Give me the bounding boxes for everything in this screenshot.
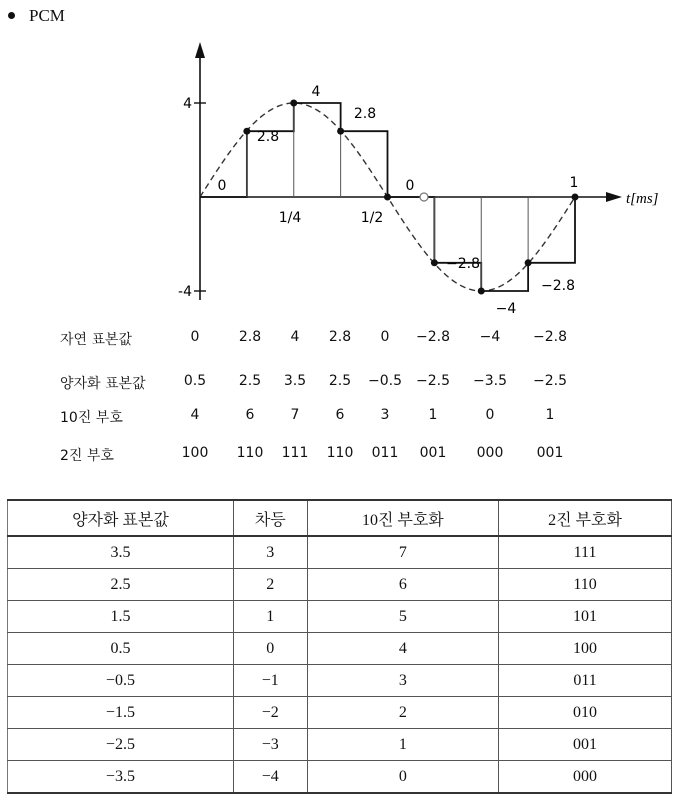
cell-difference: −4 xyxy=(233,761,307,794)
sample-row-value: −0.5 xyxy=(368,373,402,389)
sample-value-label: 0 xyxy=(217,178,227,194)
sample-point xyxy=(572,194,579,201)
cell-decimal-code: 7 xyxy=(307,536,498,569)
cell-difference: 1 xyxy=(233,601,307,633)
sample-row-value: 1 xyxy=(428,407,438,423)
sample-point xyxy=(525,259,532,266)
table-row xyxy=(8,536,672,569)
sample-value-label: 4 xyxy=(311,84,321,100)
sample-row-value: 100 xyxy=(181,445,209,461)
cell-difference: 2 xyxy=(233,569,307,601)
sample-row-value: 0 xyxy=(485,407,495,423)
sample-point xyxy=(243,128,250,135)
header-quantized-value: 양자화 표본값 xyxy=(8,500,234,536)
header-binary-code: 2진 부호화 xyxy=(499,500,672,536)
cell-decimal-code: 1 xyxy=(307,729,498,761)
y-axis-arrow-icon xyxy=(195,42,205,58)
cell-difference: 3 xyxy=(233,536,307,569)
sample-row-value: 110 xyxy=(326,445,354,461)
sample-row-value: 3.5 xyxy=(283,373,307,389)
cell-quantized-value: −0.5 xyxy=(8,665,234,697)
sample-row-value: 111 xyxy=(281,445,309,461)
sample-row-value: 4 xyxy=(290,329,300,345)
sample-row-value: 001 xyxy=(536,445,564,461)
x-tick-label: 1/2 xyxy=(360,210,384,226)
table-row xyxy=(8,633,672,665)
sample-row-value: 3 xyxy=(380,407,390,423)
sample-value-label: −2.8 xyxy=(446,256,480,272)
sample-row-value: 000 xyxy=(476,445,504,461)
sample-row-value: −3.5 xyxy=(473,373,507,389)
sample-value-label: 2.8 xyxy=(256,129,280,145)
cell-quantized-value: −1.5 xyxy=(8,697,234,729)
sample-value-label: −2.8 xyxy=(541,278,575,294)
title-text: PCM xyxy=(29,6,65,25)
sample-value-label: −4 xyxy=(495,301,517,317)
cell-binary-code: 011 xyxy=(499,665,672,697)
sample-row-label: 자연 표본값 xyxy=(60,332,133,348)
cell-decimal-code: 6 xyxy=(307,569,498,601)
cell-binary-code: 100 xyxy=(499,633,672,665)
y-tick-label: -4 xyxy=(178,284,192,300)
sample-point xyxy=(384,194,391,201)
sample-row-label: 2진 부호 xyxy=(60,448,114,464)
cell-quantized-value: 2.5 xyxy=(8,569,234,601)
sample-row-label: 양자화 표본값 xyxy=(60,376,146,392)
sample-row-value: −2.8 xyxy=(533,329,567,345)
header-decimal-code: 10진 부호화 xyxy=(307,500,498,536)
sample-row-value: 110 xyxy=(236,445,264,461)
sample-point xyxy=(478,288,485,295)
cell-binary-code: 101 xyxy=(499,601,672,633)
sample-row-value: 7 xyxy=(290,407,300,423)
cell-binary-code: 110 xyxy=(499,569,672,601)
sample-value-label: 2.8 xyxy=(353,106,377,122)
sample-row-label: 10진 부호 xyxy=(60,410,123,426)
sample-row-value: −2.5 xyxy=(416,373,450,389)
sample-row-value: 1 xyxy=(545,407,555,423)
cell-binary-code: 010 xyxy=(499,697,672,729)
sample-point xyxy=(337,128,344,135)
cell-decimal-code: 2 xyxy=(307,697,498,729)
cell-quantized-value: −2.5 xyxy=(8,729,234,761)
table-row xyxy=(8,601,672,633)
cell-binary-code: 111 xyxy=(499,536,672,569)
x-tick-label: 1 xyxy=(569,175,579,191)
zero-crossing-marker xyxy=(420,193,428,201)
sample-row-value: −2.8 xyxy=(416,329,450,345)
cell-difference: 0 xyxy=(233,633,307,665)
cell-decimal-code: 0 xyxy=(307,761,498,794)
sample-row-value: −4 xyxy=(479,329,501,345)
sample-row-value: 2.8 xyxy=(238,329,262,345)
sample-row-value: 011 xyxy=(371,445,399,461)
cell-quantized-value: 0.5 xyxy=(8,633,234,665)
sample-row-value: 0 xyxy=(190,329,200,345)
sample-row-value: 4 xyxy=(190,407,200,423)
sample-row-value: −2.5 xyxy=(533,373,567,389)
sample-row-value: 2.5 xyxy=(328,373,352,389)
table-row xyxy=(8,761,672,794)
table-row xyxy=(8,569,672,601)
sample-row-value: 001 xyxy=(419,445,447,461)
sample-row-value: 0.5 xyxy=(183,373,207,389)
cell-decimal-code: 3 xyxy=(307,665,498,697)
cell-decimal-code: 5 xyxy=(307,601,498,633)
cell-binary-code: 000 xyxy=(499,761,672,794)
sample-row-value: 6 xyxy=(245,407,255,423)
header-difference: 차등 xyxy=(233,500,307,536)
sample-point xyxy=(431,259,438,266)
cell-difference: −2 xyxy=(233,697,307,729)
table-row xyxy=(8,729,672,761)
cell-quantized-value: −3.5 xyxy=(8,761,234,794)
cell-binary-code: 001 xyxy=(499,729,672,761)
y-tick-label: 4 xyxy=(183,96,192,112)
x-axis-arrow-icon xyxy=(606,192,622,202)
quantization-code-table xyxy=(7,499,672,794)
sample-value-label: 0 xyxy=(405,178,415,194)
table-header-row xyxy=(8,500,672,536)
x-tick-label: 1/4 xyxy=(278,210,302,226)
sample-row-value: 2.8 xyxy=(328,329,352,345)
x-axis-label: t[ms] xyxy=(626,191,659,207)
table-row xyxy=(8,697,672,729)
table-row xyxy=(8,665,672,697)
cell-difference: −1 xyxy=(233,665,307,697)
sample-row-value: 0 xyxy=(380,329,390,345)
cell-quantized-value: 3.5 xyxy=(8,536,234,569)
sample-point xyxy=(290,100,297,107)
cell-difference: −3 xyxy=(233,729,307,761)
cell-quantized-value: 1.5 xyxy=(8,601,234,633)
sample-row-value: 6 xyxy=(335,407,345,423)
cell-decimal-code: 4 xyxy=(307,633,498,665)
sample-row-value: 2.5 xyxy=(238,373,262,389)
